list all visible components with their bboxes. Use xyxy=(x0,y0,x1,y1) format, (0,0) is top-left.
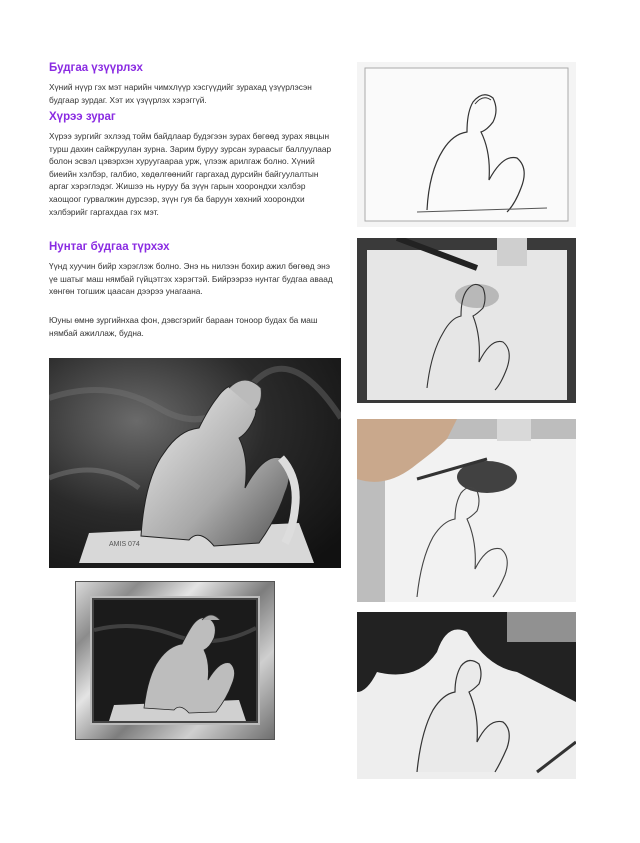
paragraph-applying-powder-1: Үүнд хуучин бийр хэрэглэж болно. Энэ нь нилээн бохир ажил бөгөөд энэ үе шатыг маш нямбай гүйцэтгэх хэрэгтэй. Бийрээрээ нунтаг будгаа аваад хөнгөн тогшиж цаасан дээрээ унагаана. xyxy=(49,261,333,297)
step-3-brushing-charcoal-image xyxy=(357,419,576,602)
section-heading-applying-powder: Нунтаг будгаа түрхэх xyxy=(49,241,170,253)
artist-signature: AMIS 074 xyxy=(109,541,140,548)
step-1-outline-sketch-image xyxy=(357,62,576,227)
paragraph-applying-powder-2: Юуны өмнө зургийнхаа фон, дэвсгэрийг бараан тоноор будах ба маш нямбай ажиллаж, будна. xyxy=(49,315,318,338)
section-heading-outline-drawing: Хүрээ зураг xyxy=(49,111,116,123)
finished-drawing-image xyxy=(49,358,341,568)
step-2-powder-brush-image xyxy=(357,238,576,403)
paragraph-outline-drawing: Хүрээ зургийг эхлээд тойм байдлаар будэгээн зурах бөгөөд зурах явцын турш дахин сайжруулан зурна. Зарим буруу зурсан зураасыг баллуулаар болон эсвэл цэвэрхэн хуруугаараа урж, үлээж арилгаж болно. Хүний биеийн хэлбэр, галбио, хөдөлгөөнийг гаргахад дурсийн байгуулалтын аргаг хэрэглэдэг. Жишээ нь нуруу ба зүүн гарын хоорондхи хэлбэр хаощоог гурвалжин дурсээр, зүүн гуя ба баруун хөхний хоорондхи хэлбэрийг гаргахдаа гэх мэт. xyxy=(49,131,332,217)
step-4-darkened-background-image xyxy=(357,612,576,779)
framed-drawing-image xyxy=(76,582,274,739)
paragraph-sharpening: Хүний нүүр гэх мэт нарийн чимхлүүр хэсгүүдийг зурахад үзүүрлэсэн будгаар зурдаг. Хэт их үзүүрлэх хэрэггүй. xyxy=(49,82,312,105)
section-heading-sharpening: Будгаа үзүүрлэх xyxy=(49,62,143,74)
